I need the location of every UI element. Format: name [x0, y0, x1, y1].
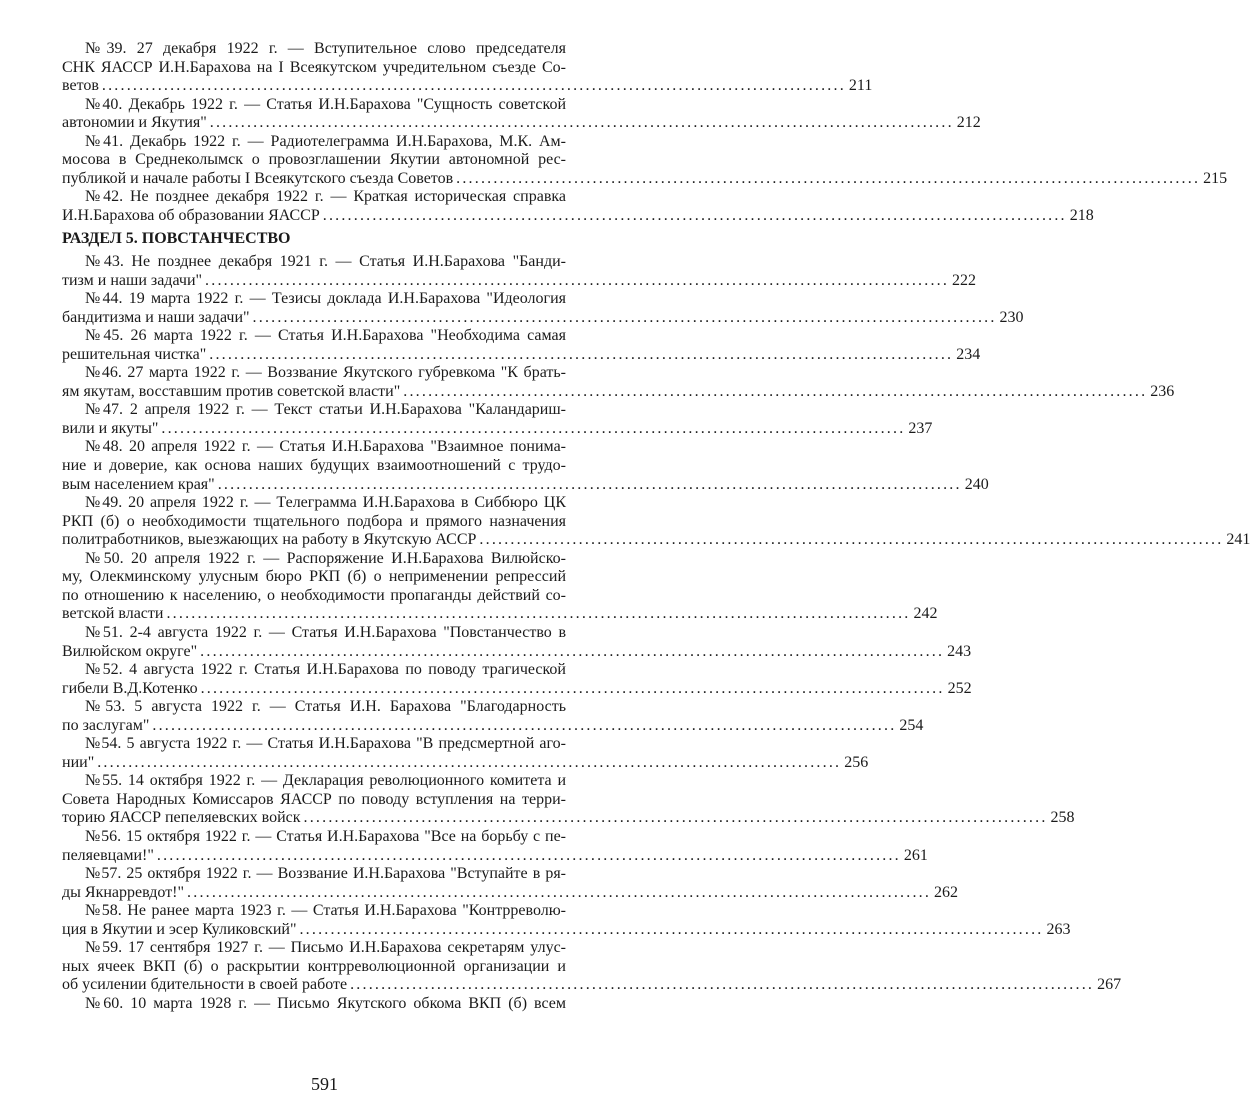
toc-entry-line: по отношению к населению, о необходимости пропаганды действий со-: [62, 586, 566, 604]
toc-entry-line: №58. Не ранее марта 1923 г. — Статья И.Н.Барахова "Контрреволю-: [85, 902, 566, 920]
toc-page-number: 263: [1046, 920, 1071, 938]
toc-entry: [62, 327, 981, 364]
toc-page-number: 234: [956, 345, 981, 363]
toc-page-number: 243: [947, 642, 972, 660]
toc-entry: [62, 401, 933, 438]
toc-entry: [62, 995, 566, 1014]
toc-page-number: 252: [947, 679, 972, 697]
toc-entry-text: гибели В.Д.Котенко: [62, 679, 198, 697]
toc-entry-line: №60. 10 марта 1928 г. — Письмо Якутского обкома ВКП (б) всем: [85, 994, 566, 1012]
toc-entry-text: тизм и наши задачи": [62, 271, 203, 289]
toc-entry-line: [62, 114, 981, 133]
toc-entry-text: ветской власти: [62, 605, 164, 623]
page-number: 591: [311, 1074, 338, 1094]
dot-leader: ........................................................................................................................: [97, 753, 842, 771]
toc-entry-line: №40. Декабрь 1922 г. — Статья И.Н.Барахова "Сущность советской: [85, 95, 566, 113]
dot-leader: ........................................................................................................................: [299, 920, 1044, 938]
toc-entry-line: №59. 17 сентября 1927 г. — Письмо И.Н.Барахова секретарям улус-: [85, 939, 566, 957]
toc-entry: [62, 623, 972, 661]
toc-entry-line: СНК ЯАССР И.Н.Барахова на I Всеякутском учредительном съезде Со-: [62, 58, 566, 76]
toc-entry-line: [62, 976, 1122, 995]
toc-entry-line: №56. 15 октября 1922 г. — Статья И.Н.Барахова "Все на борьбу с пе-: [85, 827, 566, 845]
toc-page-number: 254: [899, 716, 924, 734]
toc-entry-line: №49. 20 апреля 1922 г. — Телеграмма И.Н.Барахова в Сиббюро ЦК: [85, 494, 566, 512]
toc-entry-line: [62, 809, 1075, 828]
toc-entry-text: публикой и начале работы I Всеякутского съезда Советов: [62, 169, 454, 187]
toc-entry: [62, 95, 981, 133]
dot-leader: ........................................................................................................................: [200, 679, 945, 697]
toc-entry-line: №47. 2 апреля 1922 г. — Текст статьи И.Н.Барахова "Каландариш-: [85, 401, 566, 419]
toc-entry-text: ветов: [62, 77, 99, 95]
toc-entry: [62, 494, 1250, 550]
toc-entry-line: [62, 920, 1071, 940]
toc-entry: [62, 438, 989, 494]
toc-entry: [62, 939, 1122, 995]
toc-page-number: 218: [1069, 206, 1094, 224]
toc-entry-line: [62, 642, 972, 662]
toc-entry-line: ных ячеек ВКП (б) о раскрытии контрреволюционной организации и: [62, 957, 566, 975]
toc-entry-line: №44. 19 марта 1922 г. — Тезисы доклада И.Н.Барахова "Идеология: [85, 290, 566, 308]
dot-leader: ........................................................................................................................: [156, 846, 901, 864]
toc-entry-text: политработников, выезжающих на работу в Якутскую АССР: [62, 531, 477, 549]
toc-page-number: 222: [952, 271, 977, 289]
toc-entry-line: №46. 27 марта 1922 г. — Воззвание Якутского губревкома "К брать-: [85, 364, 566, 382]
dot-leader: ........................................................................................................................: [456, 169, 1201, 187]
toc-entry-text: торию ЯАССР пепеляевских войск: [62, 809, 301, 827]
toc-page-number: 242: [913, 605, 938, 623]
toc-entry: [62, 735, 869, 772]
toc-entry-text: бандитизма и наши задачи": [62, 308, 250, 326]
toc-entry: [62, 290, 1024, 327]
dot-leader: ........................................................................................................................: [161, 419, 906, 437]
toc-entry-text: ды Якнарревдот!": [62, 883, 185, 901]
toc-entry: [62, 827, 928, 865]
toc-entry-text: автономии и Якутия": [62, 114, 207, 132]
toc-entry-line: [62, 753, 869, 773]
toc-entry-line: [62, 382, 1175, 402]
dot-leader: ........................................................................................................................: [209, 114, 954, 132]
table-of-contents: [62, 40, 1250, 1013]
toc-entry: [62, 549, 938, 624]
toc-page-number: 262: [934, 883, 959, 901]
toc-entry-line: [62, 883, 959, 903]
toc-entry-line: [62, 271, 977, 291]
toc-entry-line: №43. Не позднее декабря 1921 г. — Статья И.Н.Барахова "Банди-: [85, 253, 566, 271]
toc-page-number: 258: [1050, 809, 1075, 827]
dot-leader: ........................................................................................................................: [252, 308, 997, 326]
toc-entry-text: по заслугам": [62, 716, 150, 734]
toc-entry-text: Вилюйском округе": [62, 642, 198, 660]
dot-leader: ........................................................................................................................: [350, 976, 1095, 994]
toc-entry-line: [62, 419, 933, 439]
dot-leader: ........................................................................................................................: [205, 271, 950, 289]
dot-leader: ........................................................................................................................: [166, 605, 911, 623]
toc-page-number: 256: [844, 753, 869, 771]
toc-page-number: 236: [1150, 382, 1175, 400]
toc-entry-line: №57. 25 октября 1922 г. — Воззвание И.Н.Барахова "Вступайте в ря-: [85, 865, 566, 883]
toc-entry-line: №48. 20 апреля 1922 г. — Статья И.Н.Барахова "Взаимное понима-: [85, 438, 566, 456]
toc-entry-line: [62, 77, 873, 96]
toc-entry-line: [62, 716, 924, 736]
toc-entry-line: ние и доверие, как основа наших будущих взаимоотношений с трудо-: [62, 457, 566, 475]
toc-entry-line: [62, 679, 972, 699]
toc-entry: [62, 132, 1228, 189]
section-heading: РАЗДЕЛ 5. ПОВСТАНЧЕСТВО: [62, 230, 291, 248]
toc-entry: [62, 364, 1175, 401]
toc-entry: [62, 902, 1071, 939]
toc-page-number: 241: [1226, 531, 1250, 549]
dot-leader: ........................................................................................................................: [217, 475, 962, 493]
toc-entry-line: №52. 4 августа 1922 г. Статья И.Н.Барахова по поводу трагической: [85, 661, 566, 679]
toc-entry-line: №54. 5 августа 1922 г. — Статья И.Н.Барахова "В предсмертной аго-: [85, 735, 566, 753]
toc-entry-text: ция в Якутии и эсер Куликовский": [62, 920, 297, 938]
toc-entry-text: И.Н.Барахова об образовании ЯАССР: [62, 206, 320, 224]
toc-entry-line: [62, 206, 1094, 226]
toc-entry-line: №50. 20 апреля 1922 г. — Распоряжение И.Н.Барахова Вилюйско-: [85, 549, 566, 567]
toc-entry-line: №42. Не позднее декабря 1922 г. — Краткая историческая справка: [85, 188, 566, 206]
dot-leader: ........................................................................................................................: [187, 883, 932, 901]
toc-entry-line: [62, 345, 981, 365]
toc-page-number: 237: [908, 419, 933, 437]
toc-page-number: 261: [903, 846, 928, 864]
toc-entry: [62, 253, 977, 290]
toc-entry: [62, 40, 873, 96]
toc-entry: [62, 865, 959, 902]
dot-leader: ........................................................................................................................: [403, 382, 1148, 400]
toc-entry-text: нии": [62, 753, 95, 771]
dot-leader: ........................................................................................................................: [101, 77, 846, 95]
dot-leader: ........................................................................................................................: [479, 531, 1224, 549]
toc-entry-text: пеляевцами!": [62, 846, 154, 864]
toc-entry-line: [62, 531, 1250, 550]
toc-page-number: 230: [999, 308, 1024, 326]
dot-leader: ........................................................................................................................: [209, 345, 954, 363]
dot-leader: ........................................................................................................................: [322, 206, 1067, 224]
toc-entry-line: №41. Декабрь 1922 г. — Радиотелеграмма И.Н.Барахова, М.К. Ам-: [85, 132, 566, 150]
toc-entry-line: [62, 308, 1024, 328]
toc-entry-line: мосова в Среднеколымск о провозглашении Якутии автономной рес-: [62, 151, 566, 169]
toc-entry-line: №51. 2-4 августа 1922 г. — Статья И.Н.Барахова "Повстанчество в: [85, 623, 566, 641]
toc-entry-line: [62, 605, 938, 624]
toc-page-number: 212: [956, 114, 981, 132]
toc-entry-line: Совета Народных Комиссаров ЯАССР по поводу вступления на терри-: [62, 790, 566, 808]
toc-entry-text: ям якутам, восставшим против советской власти": [62, 382, 401, 400]
toc-entry-line: №53. 5 августа 1922 г. — Статья И.Н. Барахова "Благодарность: [85, 698, 566, 716]
toc-page-number: 211: [848, 77, 873, 95]
toc-entry-line: [62, 475, 989, 495]
toc-entry: [62, 188, 1094, 225]
toc-entry-line: №39. 27 декабря 1922 г. — Вступительное слово председателя: [85, 40, 566, 57]
toc-entry-line: му, Олекминскому улусным бюро РКП (б) о неприменении репрессий: [62, 568, 566, 586]
toc-page-number: 267: [1097, 976, 1122, 994]
toc-entry-text: вым населением края": [62, 475, 215, 493]
toc-entry-line: №55. 14 октября 1922 г. — Декларация революционного комитета и: [85, 772, 566, 790]
toc-entry-line: РКП (б) о необходимости тщательного подбора и прямого назначения: [62, 512, 566, 530]
toc-entry-text: решительная чистка": [62, 345, 207, 363]
dot-leader: ........................................................................................................................: [200, 642, 945, 660]
toc-entry-line: [62, 169, 1228, 189]
toc-entry: [62, 661, 972, 698]
toc-entry-line: №45. 26 марта 1922 г. — Статья И.Н.Барахова "Необходима самая: [85, 327, 566, 345]
toc-page-number: 240: [964, 475, 989, 493]
toc-entry-text: об усилении бдительности в своей работе: [62, 976, 348, 994]
toc-entry-line: [62, 846, 928, 866]
toc-page-number: 215: [1203, 169, 1228, 187]
dot-leader: ........................................................................................................................: [152, 716, 897, 734]
toc-entry: [62, 698, 924, 735]
dot-leader: ........................................................................................................................: [303, 809, 1048, 827]
toc-entry-text: вили и якуты": [62, 419, 159, 437]
toc-entry: [62, 772, 1075, 828]
